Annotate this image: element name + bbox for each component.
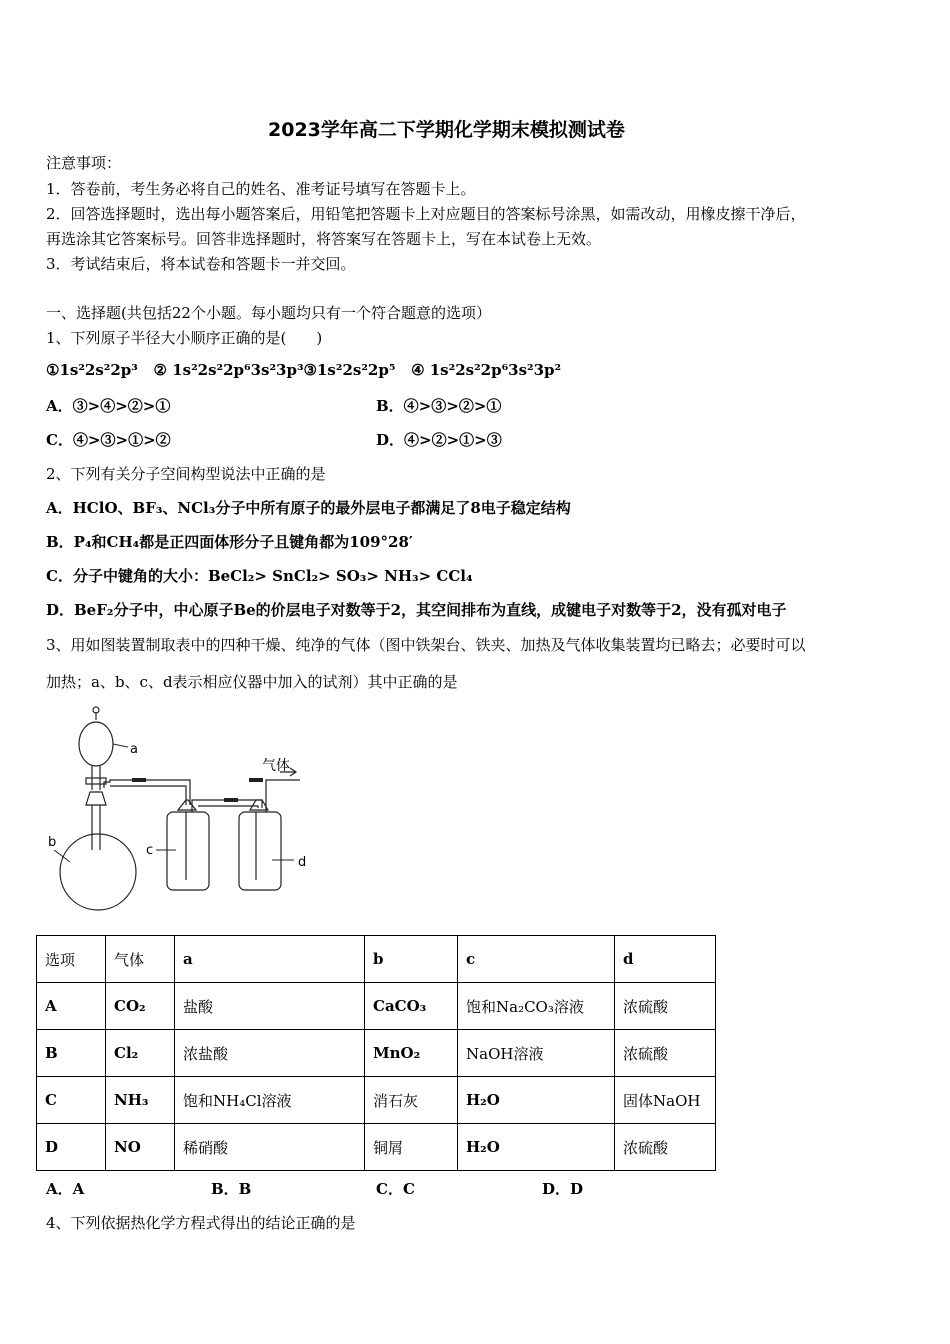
q3-option-d[interactable]: D．D bbox=[542, 1180, 584, 1198]
q4-stem: 4、下列依据热化学方程式得出的结论正确的是 bbox=[46, 1214, 356, 1232]
table-cell: MnO₂ bbox=[365, 1030, 458, 1077]
table-row bbox=[37, 1077, 716, 1124]
table-cell: CO₂ bbox=[106, 983, 175, 1030]
table-row bbox=[37, 1124, 716, 1171]
q1-config-4: ④ 1s²2s²2p⁶3s²3p² bbox=[411, 361, 562, 379]
q1-option-b[interactable]: B．④>③>②>① bbox=[376, 397, 502, 415]
q2-stem: 2、下列有关分子空间构型说法中正确的是 bbox=[46, 465, 326, 483]
section-heading: 一、选择题(共包括22个小题。每小题均只有一个符合题意的选项） bbox=[46, 304, 491, 322]
table-header-row bbox=[37, 936, 716, 983]
table-cell: 浓硫酸 bbox=[615, 1124, 716, 1171]
q2-option-a[interactable]: A．HClO、BF₃、NCl₃分子中所有原子的最外层电子都满足了8电子稳定结构 bbox=[46, 499, 571, 517]
note-2-cont: 再选涂其它答案标号。回答非选择题时，将答案写在答题卡上，写在本试卷上无效。 bbox=[46, 230, 602, 248]
table-cell: CaCO₃ bbox=[365, 983, 458, 1030]
q1-config-1: ①1s²2s²2p³ bbox=[46, 361, 138, 379]
q3-stem-line1: 3、用如图装置制取表中的四种干燥、纯净的气体（图中铁架台、铁夹、加热及气体收集装置均已略去；必要时可以 bbox=[46, 636, 806, 654]
table-cell: C bbox=[37, 1077, 106, 1124]
q2-option-b[interactable]: B．P₄和CH₄都是正四面体形分子且键角都为109°28′ bbox=[46, 533, 413, 551]
label-b: b bbox=[48, 835, 57, 850]
label-c: c bbox=[146, 843, 154, 858]
table-header: a bbox=[175, 936, 365, 983]
table-cell: 浓盐酸 bbox=[175, 1030, 365, 1077]
table-header: b bbox=[365, 936, 458, 983]
table-header: d bbox=[615, 936, 716, 983]
q1-config-2: ② 1s²2s²2p⁶3s²3p³ bbox=[153, 361, 304, 379]
table-cell: Cl₂ bbox=[106, 1030, 175, 1077]
q3-option-b[interactable]: B．B bbox=[211, 1180, 252, 1198]
q2-option-d[interactable]: D．BeF₂分子中，中心原子Be的价层电子对数等于2，其空间排布为直线，成键电子对数等于2，没有孤对电子 bbox=[46, 601, 787, 619]
q1-configs bbox=[46, 361, 561, 379]
q1-option-c[interactable]: C．④>③>①>② bbox=[46, 431, 171, 449]
table-cell: 稀硝酸 bbox=[175, 1124, 365, 1171]
table-header: 气体 bbox=[106, 936, 175, 983]
label-gas: 气体 bbox=[262, 758, 290, 774]
notes-heading: 注意事项： bbox=[46, 154, 122, 172]
table-cell: 固体NaOH bbox=[615, 1077, 716, 1124]
q2-option-c[interactable]: C．分子中键角的大小：BeCl₂> SnCl₂> SO₃> NH₃> CCl₄ bbox=[46, 567, 473, 585]
q1-option-d[interactable]: D．④>②>①>③ bbox=[376, 431, 502, 449]
page-title: 2023学年高二下学期化学期末模拟测试卷 bbox=[268, 119, 625, 141]
apparatus-figure bbox=[40, 700, 320, 915]
q3-option-c[interactable]: C．C bbox=[376, 1180, 415, 1198]
table-header: 选项 bbox=[37, 936, 106, 983]
table-row bbox=[37, 983, 716, 1030]
q3-stem-line2: 加热；a、b、c、d表示相应仪器中加入的试剂）其中正确的是 bbox=[46, 673, 458, 691]
table-cell: H₂O bbox=[458, 1124, 615, 1171]
table-row bbox=[37, 1030, 716, 1077]
table-cell: 浓硫酸 bbox=[615, 1030, 716, 1077]
table-cell: A bbox=[37, 983, 106, 1030]
note-2: 2．回答选择题时，选出每小题答案后，用铅笔把答题卡上对应题目的答案标号涂黑，如需改动，用橡皮擦干净后， bbox=[46, 205, 806, 223]
q1-config-3: ③1s²2s²2p⁵ bbox=[303, 361, 396, 379]
label-d: d bbox=[298, 855, 307, 870]
table-cell: NaOH溶液 bbox=[458, 1030, 615, 1077]
q1-option-a[interactable]: A．③>④>②>① bbox=[46, 397, 171, 415]
q3-option-a[interactable]: A．A bbox=[46, 1180, 85, 1198]
table-cell: 饱和NH₄Cl溶液 bbox=[175, 1077, 365, 1124]
table-cell: NH₃ bbox=[106, 1077, 175, 1124]
table-cell: D bbox=[37, 1124, 106, 1171]
table-cell: B bbox=[37, 1030, 106, 1077]
q1-stem: 1、下列原子半径大小顺序正确的是( ) bbox=[46, 329, 323, 347]
table-cell: 饱和Na₂CO₃溶液 bbox=[458, 983, 615, 1030]
note-3: 3．考试结束后，将本试卷和答题卡一并交回。 bbox=[46, 255, 356, 273]
q3-table bbox=[36, 935, 716, 1171]
table-cell: 铜屑 bbox=[365, 1124, 458, 1171]
table-cell: 消石灰 bbox=[365, 1077, 458, 1124]
table-cell: NO bbox=[106, 1124, 175, 1171]
table-cell: 浓硫酸 bbox=[615, 983, 716, 1030]
table-cell: 盐酸 bbox=[175, 983, 365, 1030]
table-cell: H₂O bbox=[458, 1077, 615, 1124]
label-a: a bbox=[130, 742, 138, 757]
note-1: 1．答卷前，考生务必将自己的姓名、准考证号填写在答题卡上。 bbox=[46, 180, 476, 198]
table-header: c bbox=[458, 936, 615, 983]
